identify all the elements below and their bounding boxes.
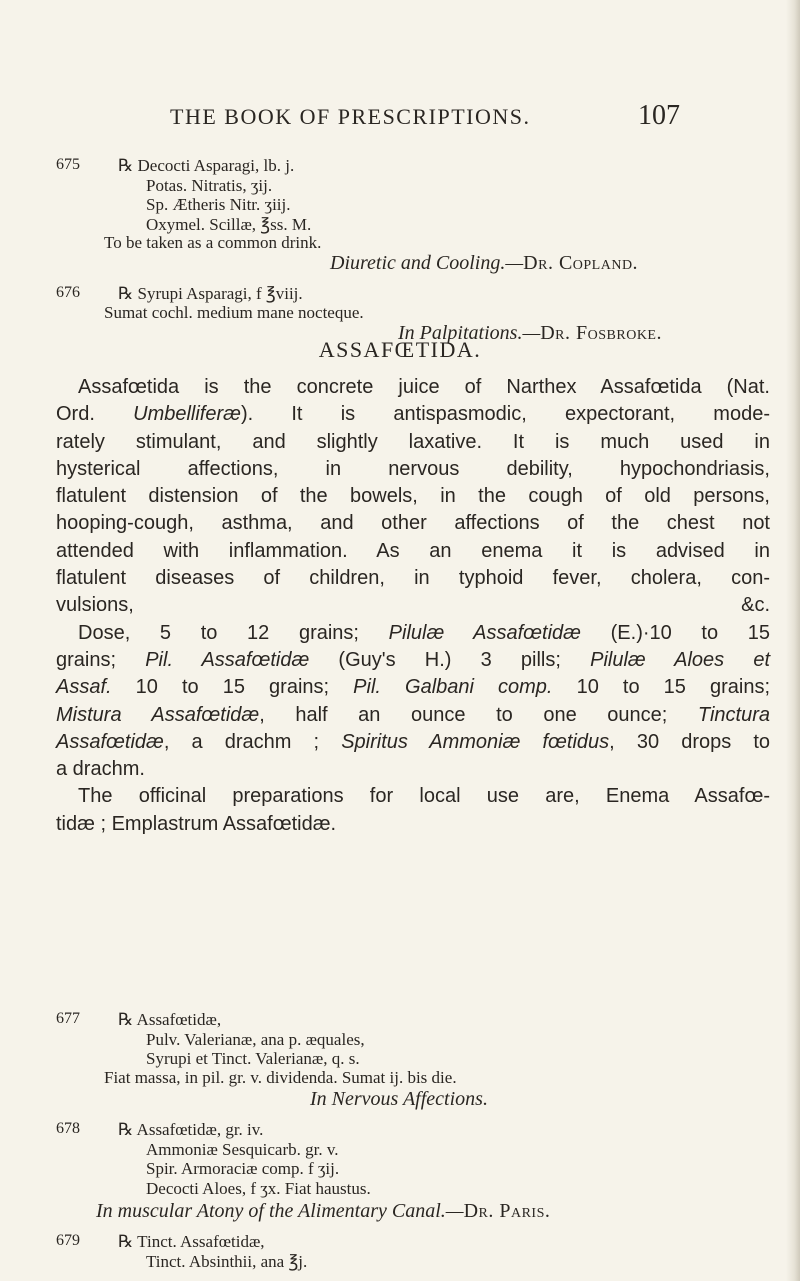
prescription-line: Spir. Armoraciæ comp. f ʒij. [146, 1159, 340, 1178]
prescription-675 [56, 156, 756, 234]
text-line: Assafœtida is the concrete juice of Narthex Assafœtida (Nat. [78, 376, 770, 398]
prescription-line: Sp. Ætheris Nitr. ʒiij. [146, 195, 291, 214]
monograph-text [56, 374, 770, 838]
page-header [150, 100, 690, 136]
text-line: hysterical affections, in nervous debility, hypochondriasis, [56, 457, 770, 480]
prescription-number: 679 [56, 1232, 80, 1249]
attribution-677 [310, 1088, 488, 1111]
prescription-line: ℞ Tinct. Assafœtidæ, [118, 1232, 265, 1251]
prescription-line: Ammoniæ Sesquicarb. gr. v. [146, 1139, 339, 1159]
prescription-677-directions [56, 1068, 756, 1088]
text-line: flatulent diseases of children, in typhoid fever, cholera, con- [56, 567, 770, 590]
text-line: hooping-cough, asthma, and other affections of the chest not [56, 512, 770, 535]
text-line: Assafœtidæ, a drachm ; Spiritus Ammoniæ fœtidus, 30 drops to [56, 730, 771, 753]
author: Dr. Copland. [523, 252, 639, 274]
text-line: Ord. Umbelliferæ). It is antispasmodic, expectorant, mode- [56, 403, 770, 426]
indication: In muscular Atony of the Alimentary Canal.— [96, 1200, 464, 1222]
directions-line: Sumat cochl. medium mane nocteque. [104, 303, 364, 322]
page-number: 107 [638, 100, 680, 131]
prescription-number: 676 [56, 284, 80, 301]
text-line: flatulent distension of the bowels, in the cough of old persons, [56, 485, 770, 508]
prescription-678 [56, 1120, 756, 1198]
author: Dr. Paris. [463, 1200, 551, 1222]
text-line: Assaf. 10 to 15 grains; Pil. Galbani comp. 10 to 15 grains; [56, 676, 771, 699]
attribution-675 [330, 252, 638, 275]
prescription-679 [56, 1232, 756, 1271]
prescription-line: ℞ Syrupi Asparagi, f ℥viij. [118, 284, 303, 303]
prescription-line: Oxymel. Scillæ, ℥ss. M. [146, 214, 312, 234]
prescription-number: 675 [56, 156, 80, 173]
indication: Diuretic and Cooling.— [330, 252, 524, 274]
text-line: Mistura Assafœtidæ, half an ounce to one ounce; Tinctura [56, 703, 770, 726]
prescription-number: 678 [56, 1120, 80, 1137]
prescription-number: 677 [56, 1010, 80, 1027]
attribution-678 [96, 1200, 550, 1223]
section-heading: ASSAFŒTIDA. [318, 337, 482, 362]
prescription-676 [56, 284, 756, 304]
prescription-line: ℞ Assafœtidæ, [118, 1010, 222, 1029]
text-line: a drachm. [56, 758, 145, 781]
text-line: grains; Pil. Assafœtidæ (Guy's H.) 3 pills; Pilulæ Aloes et [56, 648, 771, 671]
page-edge-shadow [786, 0, 800, 1281]
prescription-line: Syrupi et Tinct. Valerianæ, q. s. [146, 1049, 360, 1068]
text-line: attended with inflammation. As an enema it is advised in [56, 539, 770, 562]
prescription-line: ℞ Decocti Asparagi, lb. j. [118, 156, 295, 175]
indication: In Palpitations.— [398, 322, 541, 344]
prescription-675-directions [56, 233, 756, 253]
prescription-line: Tinct. Absinthii, ana ℥j. [146, 1251, 308, 1271]
prescription-line: Potas. Nitratis, ʒij. [146, 175, 273, 195]
directions-line: Fiat massa, in pil. gr. v. dividenda. Sumat ij. bis die. [104, 1068, 457, 1087]
directions-line: To be taken as a common drink. [104, 233, 322, 252]
running-title: THE BOOK OF PRESCRIPTIONS. [170, 104, 531, 129]
text-line: Dose, 5 to 12 grains; Pilulæ Assafœtidæ (E.)·10 to 15 [78, 621, 771, 644]
text-line: tidæ ; Emplastrum Assafœtidæ. [56, 812, 337, 835]
text-line: rately stimulant, and slightly laxative. It is much used in [56, 430, 770, 453]
prescription-676-directions [56, 303, 756, 323]
author: Dr. Fosbroke. [540, 322, 662, 344]
prescription-line: Decocti Aloes, f ʒx. Fiat haustus. [146, 1178, 371, 1198]
text-line: vulsions, &c. [56, 594, 770, 617]
prescription-line: Pulv. Valerianæ, ana p. æquales, [146, 1029, 365, 1049]
indication: In Nervous Affections. [310, 1088, 488, 1110]
prescription-677 [56, 1010, 756, 1069]
text-line: The officinal preparations for local use are, Enema Assafœ- [78, 785, 770, 808]
prescription-line: ℞ Assafœtidæ, gr. iv. [118, 1120, 264, 1139]
